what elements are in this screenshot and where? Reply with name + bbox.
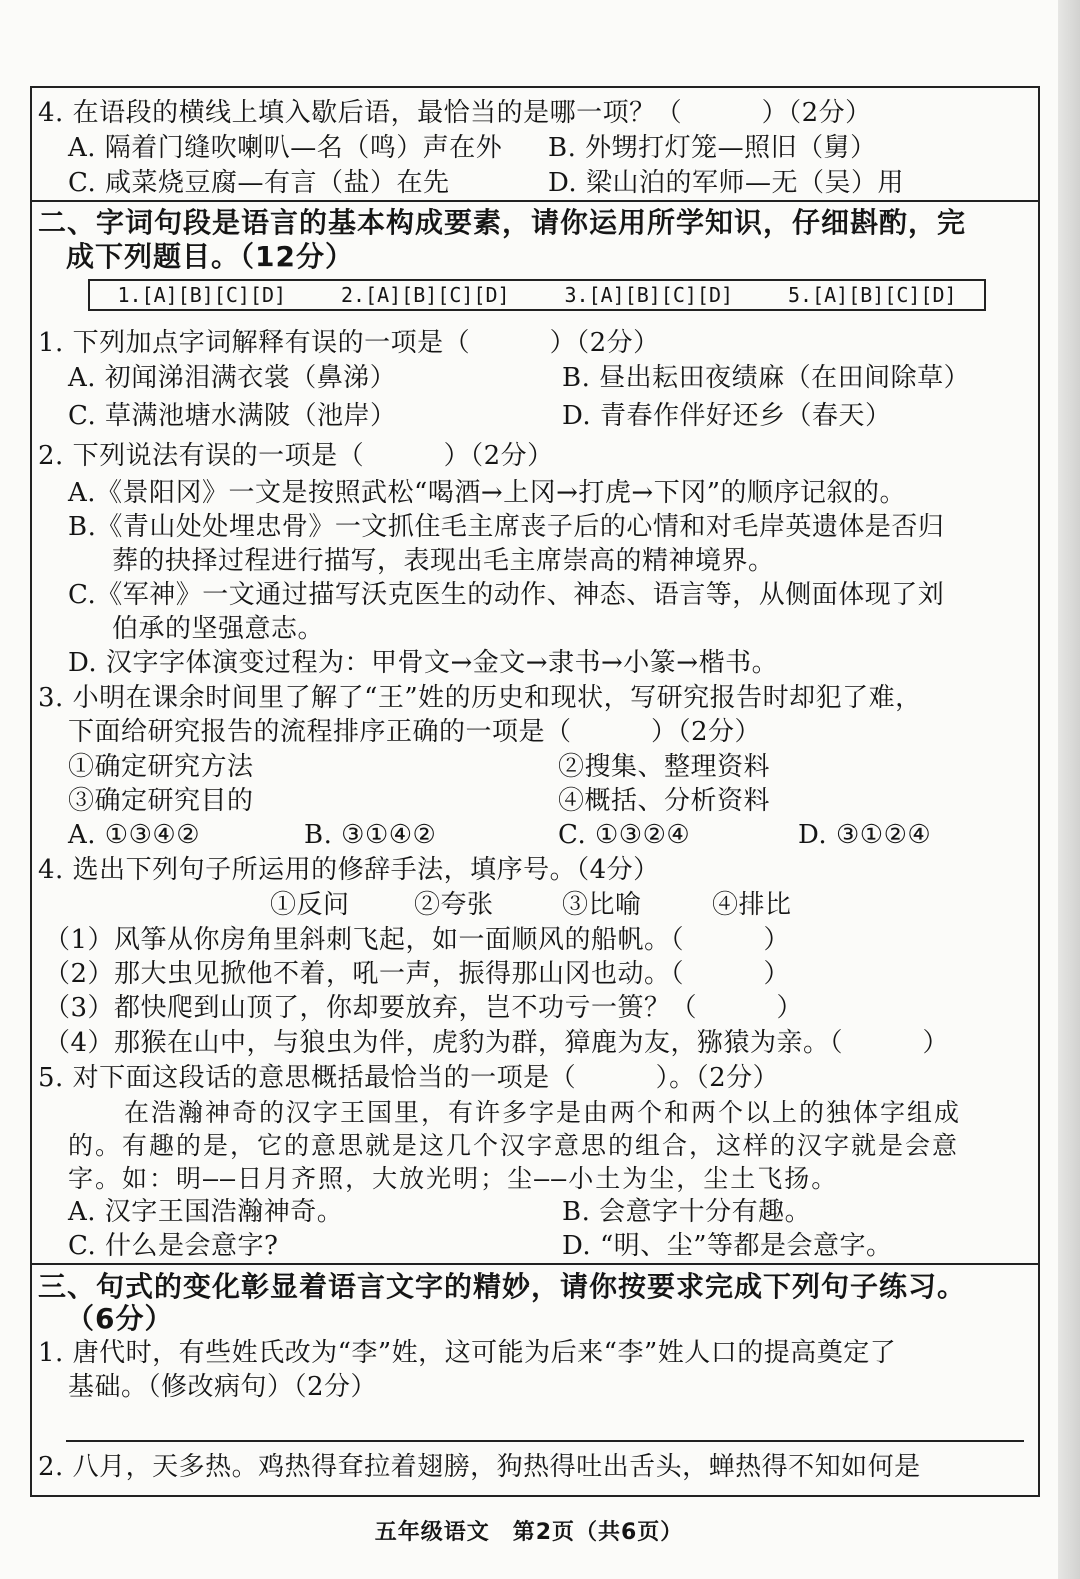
s2-q3-option-b: B. ③①④② bbox=[304, 820, 437, 850]
section2-heading-line2: 成下列题目。（12分） bbox=[66, 240, 354, 273]
answer-slot-2[interactable]: 2.[A][B][C][D] bbox=[340, 283, 510, 307]
s2-q3-step-3: ③确定研究目的 bbox=[68, 786, 254, 816]
q4-prev-option-c: C. 咸菜烧豆腐—有言（盐）在先 bbox=[68, 168, 450, 198]
s2-q3-option-c: C. ①③②④ bbox=[558, 820, 691, 850]
s2-q1-option-d: D. 青春作伴好还乡（春天） bbox=[562, 401, 892, 431]
s2-q1-option-a: A. 初闻涕泪满衣裳（鼻涕） bbox=[68, 363, 397, 393]
s2-q4-sentence-1: （1）风筝从你房角里斜刺飞起，如一面顺风的船帆。（ ） bbox=[44, 925, 791, 955]
s2-q5-passage-line1: 在浩瀚神奇的汉字王国里，有许多字是由两个和两个以上的独体字组成 bbox=[124, 1098, 962, 1127]
section3-heading-line2: （6分） bbox=[66, 1302, 174, 1335]
s2-q4-sentence-4: （4）那猴在山中，与狼虫为伴，虎豹为群，獐鹿为友，猕猿为亲。（ ） bbox=[44, 1028, 950, 1058]
s2-q4-stem: 4. 选出下列句子所运用的修辞手法，填序号。（4分） bbox=[38, 855, 660, 885]
page-edge-shadow bbox=[1058, 0, 1080, 1579]
section-divider bbox=[30, 1263, 1040, 1265]
q4-prev-option-b: B. 外甥打灯笼—照旧（舅） bbox=[548, 133, 877, 163]
s2-q2-option-c-cont: 伯承的坚强意志。 bbox=[112, 614, 325, 644]
s2-q3-stem: 3. 小明在课余时间里了解了“王”姓的历史和现状，写研究报告时却犯了难， bbox=[38, 683, 922, 713]
answer-slot-1[interactable]: 1.[A][B][C][D] bbox=[117, 283, 287, 307]
s2-q5-option-d: D. “明、尘”等都是会意字。 bbox=[562, 1231, 893, 1261]
q4-prev-option-a: A. 隔着门缝吹喇叭—名（鸣）声在外 bbox=[68, 133, 503, 163]
answer-box bbox=[88, 279, 986, 311]
s3-q2-stem: 2. 八月，天多热。鸡热得耷拉着翅膀，狗热得吐出舌头，蝉热得不知如何是 bbox=[38, 1452, 921, 1482]
answer-write-line[interactable] bbox=[66, 1440, 1024, 1442]
s2-q4-choice-4: ④排比 bbox=[712, 890, 792, 920]
s2-q5-stem: 5. 对下面这段话的意思概括最恰当的一项是（ ）。（2分） bbox=[38, 1063, 780, 1093]
s2-q5-option-a: A. 汉字王国浩瀚神奇。 bbox=[68, 1197, 344, 1227]
s2-q2-option-d: D. 汉字字体演变过程为：甲骨文→金文→隶书→小篆→楷书。 bbox=[68, 648, 779, 678]
answer-slot-3[interactable]: 3.[A][B][C][D] bbox=[564, 283, 734, 307]
s2-q4-choice-3: ③比喻 bbox=[562, 890, 642, 920]
s2-q2-option-b-cont: 葬的抉择过程进行描写，表现出毛主席崇高的精神境界。 bbox=[112, 546, 775, 576]
s2-q2-option-c: C.《军神》一文通过描写沃克医生的动作、神态、语言等，从侧面体现了刘 bbox=[68, 580, 945, 610]
s2-q2-option-b: B.《青山处处埋忠骨》一文抓住毛主席丧子后的心情和对毛岸英遗体是否归 bbox=[68, 512, 945, 542]
s2-q3-stem-cont: 下面给研究报告的流程排序正确的一项是（ ）（2分） bbox=[68, 717, 762, 747]
s2-q1-option-c: C. 草满池塘水满陂（池岸） bbox=[68, 401, 397, 431]
s2-q1-stem: 1. 下列加点字词解释有误的一项是（ ）（2分） bbox=[38, 328, 660, 358]
s2-q4-choice-2: ②夸张 bbox=[414, 890, 494, 920]
page-footer: 五年级语文 第2页（共6页） bbox=[374, 1520, 684, 1545]
s2-q4-sentence-3: （3）都快爬到山顶了，你却要放弃，岂不功亏一篑？（ ） bbox=[44, 993, 804, 1023]
section3-heading-line1: 三、句式的变化彰显着语言文字的精妙，请你按要求完成下列句子练习。 bbox=[38, 1270, 967, 1303]
section2-heading-line1: 二、字词句段是语言的基本构成要素，请你运用所学知识，仔细斟酌，完 bbox=[38, 206, 967, 239]
s2-q5-option-c: C. 什么是会意字? bbox=[68, 1231, 279, 1261]
s3-q1-stem: 1. 唐代时，有些姓氏改为“李”姓，这可能为后来“李”姓人口的提高奠定了 bbox=[38, 1338, 897, 1368]
s2-q3-step-2: ②搜集、整理资料 bbox=[558, 752, 771, 782]
s2-q5-passage-line3: 字。如：明——日月齐照，大放光明；尘——小土为尘，尘土飞扬。 bbox=[68, 1164, 839, 1193]
s2-q2-stem: 2. 下列说法有误的一项是（ ）（2分） bbox=[38, 441, 554, 471]
s2-q1-option-b: B. 昼出耘田夜绩麻（在田间除草） bbox=[562, 363, 971, 393]
s2-q4-choice-1: ①反问 bbox=[270, 890, 350, 920]
s2-q3-option-d: D. ③①②④ bbox=[798, 820, 932, 850]
section-divider bbox=[30, 200, 1040, 202]
s2-q5-option-b: B. 会意字十分有趣。 bbox=[562, 1197, 812, 1227]
q4-prev-stem: 4. 在语段的横线上填入歇后语，最恰当的是哪一项？（ ）（2分） bbox=[38, 98, 872, 128]
answer-slot-5[interactable]: 5.[A][B][C][D] bbox=[787, 283, 957, 307]
q4-prev-option-d: D. 梁山泊的军师—无（吴）用 bbox=[548, 168, 904, 198]
s2-q4-sentence-2: （2）那大虫见掀他不着，吼一声，振得那山冈也动。（ ） bbox=[44, 959, 791, 989]
s2-q3-step-4: ④概括、分析资料 bbox=[558, 786, 771, 816]
s2-q5-passage-line2: 的。有趣的是，它的意思就是这几个汉字意思的组合，这样的汉字就是会意 bbox=[68, 1131, 960, 1160]
s2-q3-option-a: A. ①③④② bbox=[68, 820, 201, 850]
s2-q2-option-a: A.《景阳冈》一文是按照武松“喝酒→上冈→打虎→下冈”的顺序记叙的。 bbox=[68, 478, 906, 508]
s3-q1-stem-cont: 基础。（修改病句）（2分） bbox=[68, 1372, 378, 1402]
s2-q3-step-1: ①确定研究方法 bbox=[68, 752, 254, 782]
